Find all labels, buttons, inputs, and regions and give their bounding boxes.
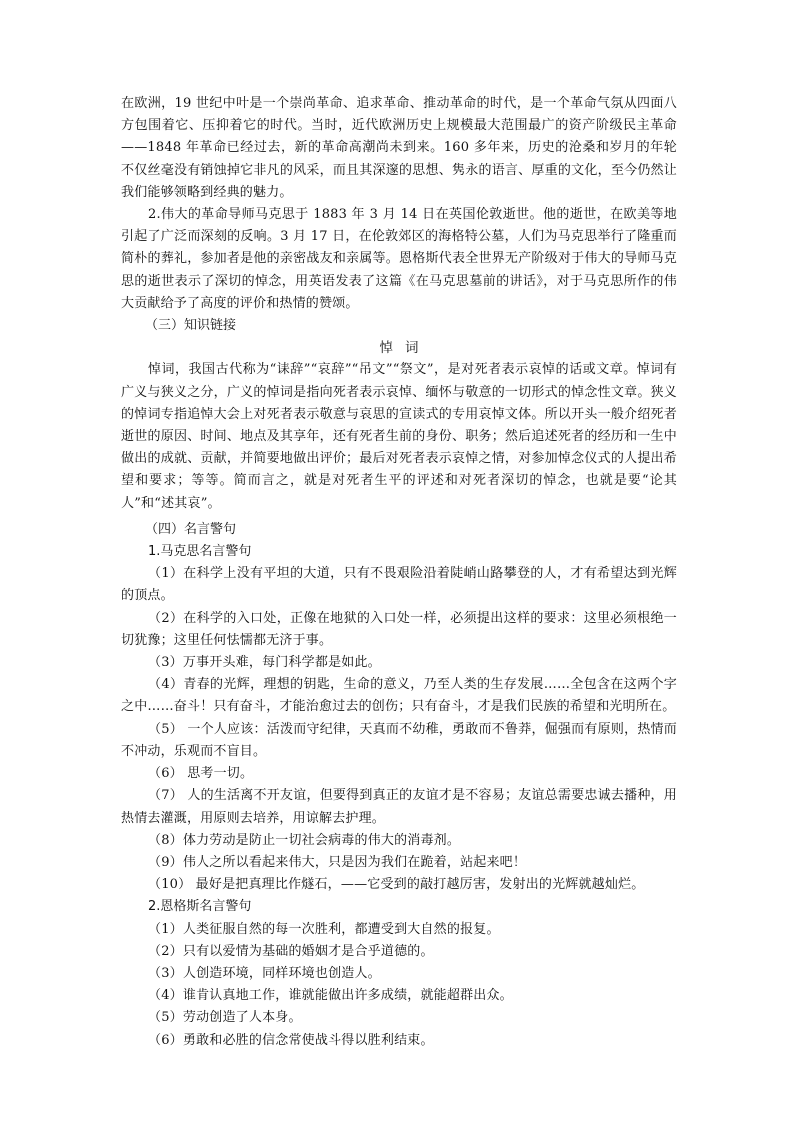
engels-quote-1: （1）人类征服自然的每一次胜利，都遭受到大自然的报复。 bbox=[148, 921, 500, 937]
eulogy-title: 悼词 bbox=[379, 340, 431, 357]
engels-quotes-list bbox=[121, 919, 677, 1052]
marx-quote-10: （10） 最好是把真理比作燧石，——它受到的敲打越厉害，发射出的光辉就越灿烂。 bbox=[148, 877, 645, 893]
engels-quote-2: （2）只有以爱情为基础的婚姻才是合乎道德的。 bbox=[148, 943, 434, 959]
section-3-heading: （三）知识链接 bbox=[145, 318, 237, 334]
marx-quote-4: （4）青春的光辉，理想的钥匙，生命的意义，乃至人类的生存发展……全包含在这两个字之中……奋斗！只有奋斗，才能治愈过去的创伤；只有奋斗，才是我们民族的希望和光明所在。 bbox=[121, 677, 677, 715]
marx-quote-9: （9）伟人之所以看起来伟大，只是因为我们在跪着，站起来吧！ bbox=[148, 854, 527, 870]
marx-quote-6: （6） 思考一切。 bbox=[148, 766, 254, 782]
marx-quote-8: （8）体力劳动是防止一切社会病毒的伟大的消毒剂。 bbox=[148, 832, 461, 848]
engels-quote-6: （6）勇敢和必胜的信念常使战斗得以胜利结束。 bbox=[148, 1032, 434, 1048]
marx-quote-3: （3）万事开头难，每门科学都是如此。 bbox=[148, 655, 381, 671]
marx-quote-5: （5） 一个人应该：活泼而守纪律，天真而不幼稚，勇敢而不鲁莽，倔强而有原则，热情而不冲动，乐观而不盲目。 bbox=[121, 721, 677, 759]
marx-quote-7: （7） 人的生活离不开友谊，但要得到真正的友谊才是不容易；友谊总需要忠诚去播种，用热情去灌溉，用原则去培养，用谅解去护理。 bbox=[121, 788, 677, 826]
document-page bbox=[121, 93, 677, 1052]
marx-quotes-heading: 1.马克思名言警句 bbox=[148, 544, 252, 560]
section-4-heading: （四）名言警句 bbox=[145, 521, 237, 537]
marx-quote-1: （1）在科学上没有平坦的大道，只有不畏艰险沿着陡峭山路攀登的人，才有希望达到光辉的顶点。 bbox=[121, 566, 677, 604]
marx-quote-2: （2）在科学的入口处，正像在地狱的入口处一样，必须提出这样的要求：这里必须根绝一切犹豫；这里任何怯懦都无济于事。 bbox=[121, 610, 677, 648]
intro-paragraph-1: 在欧洲，19 世纪中叶是一个崇尚革命、追求革命、推动革命的时代，是一个革命气氛从四面八方包围着它、压抑着它的时代。当时，近代欧洲历史上规模最大范围最广的资产阶级民主革命——1848 年革命已经过去，新的革命高潮尚未到来。160 多年来，历史的沧桑和岁月的年轮不仅丝毫没有销蚀掉它非凡的风采，而且其深邃的思想、隽永的语言、厚重的文化，至今仍然让我们能够领略到经典的魅力。 bbox=[121, 96, 677, 200]
engels-quote-4: （4）谁肯认真地工作，谁就能做出许多成绩，就能超群出众。 bbox=[148, 988, 513, 1004]
engels-quotes-heading: 2.恩格斯名言警句 bbox=[148, 899, 252, 915]
engels-quote-3: （3）人创造环境，同样环境也创造人。 bbox=[148, 965, 381, 981]
marx-quotes-list bbox=[121, 563, 677, 896]
engels-quote-5: （5）劳动创造了人本身。 bbox=[148, 1010, 302, 1026]
intro-paragraph-2: 2.伟大的革命导师马克思于 1883 年 3 月 14 日在英国伦敦逝世。他的逝世，在欧美等地引起了广泛而深刻的反响。3 月 17 日，在伦敦郊区的海格特公墓，人们为马克思举行了隆重而简朴的葬礼，参加者是他的亲密战友和亲属等。恩格斯代表全世界无产阶级对于伟大的导师马克思的逝世表示了深切的悼念，用英语发表了这篇《在马克思墓前的讲话》，对于马克思所作的伟大贡献给予了高度的评价和热情的赞颂。 bbox=[121, 207, 677, 311]
eulogy-body: 悼词，我国古代称为“诔辞”“哀辞”“吊文”“祭文”，是对死者表示哀悼的话或文章。悼词有广义与狭义之分，广义的悼词是指向死者表示哀悼、缅怀与敬意的一切形式的悼念性文章。狭义的悼词专指追悼大会上对死者表示敬意与哀思的宣读式的专用哀悼文体。所以开头一般介绍死者逝世的原因、时间、地点及其享年，还有死者生前的身份、职务；然后追述死者的经历和一生中做出的成就、贡献，并简要地做出评价；最后对死者表示哀悼之情，对参加悼念仪式的人提出希望和要求；等等。简而言之，就是对死者生平的评述和对死者深切的悼念，也就是要“论其人”和“述其哀”。 bbox=[121, 362, 677, 511]
